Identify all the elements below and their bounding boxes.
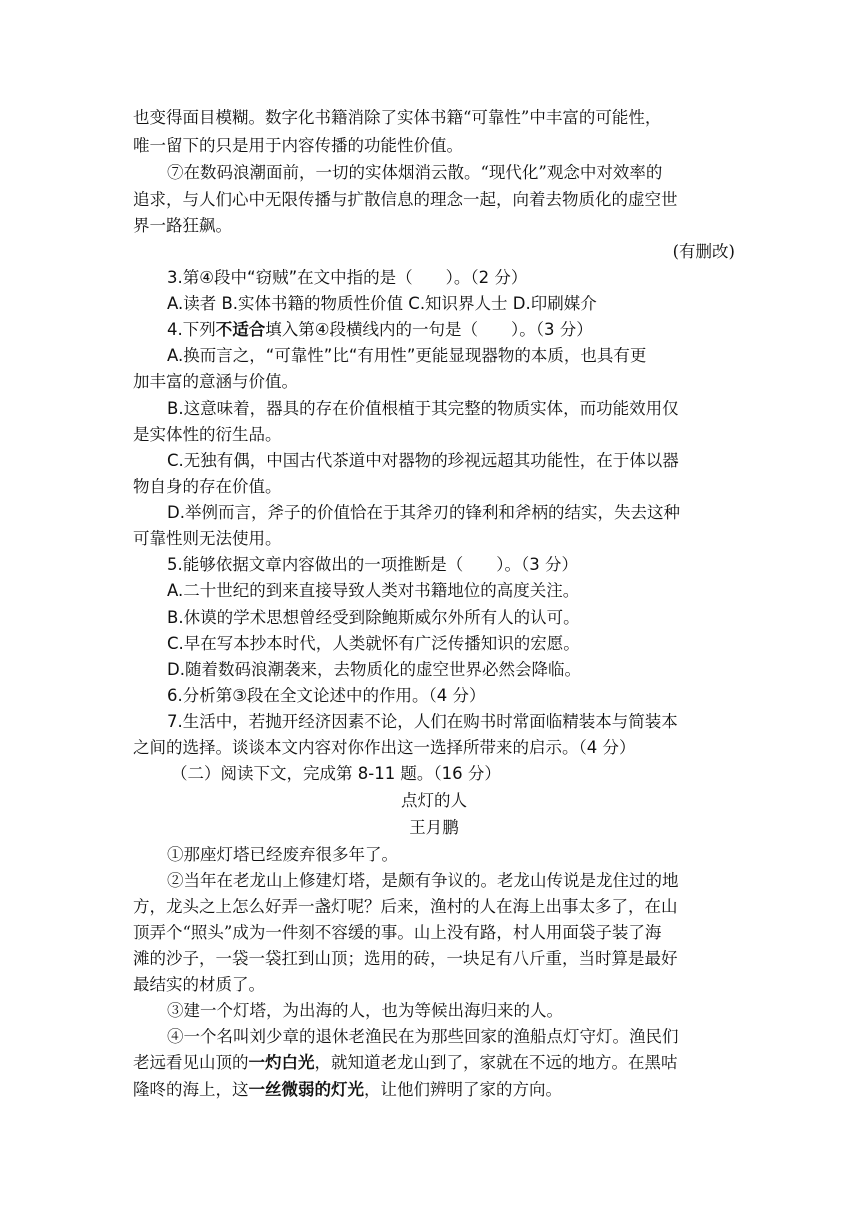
paragraph-7-line-2: 追求，与人们心中无限传播与扩散信息的理念一起，向着去物质化的虚空世 <box>133 190 678 209</box>
question-5-stem: 5.能够依据文章内容做出的一项推断是（ ）。（3 分） <box>167 555 578 574</box>
story-p4-line-3-prefix: 隆咚的海上，这 <box>133 1080 249 1099</box>
section-2-heading: （二）阅读下文，完成第 8-11 题。（16 分） <box>171 764 501 783</box>
question-4-option-b-line-1: B.这意味着，器具的存在价值根植于其完整的物质实体，而功能效用仅 <box>167 399 679 418</box>
story-paragraph-4-line-2 <box>133 1050 678 1076</box>
question-4-emphasis: 不适合 <box>215 320 266 339</box>
story-author: 王月鹏 <box>409 818 459 837</box>
question-5-option-a: A.二十世纪的到来直接导致人类对书籍地位的高度关注。 <box>167 581 580 600</box>
question-5-option-d: D.随着数码浪潮袭来，去物质化的虚空世界必然会降临。 <box>167 660 581 679</box>
story-paragraph-1: ①那座灯塔已经废弃很多年了。 <box>167 845 398 864</box>
paragraph-7-line-3: 界一路狂飙。 <box>133 216 232 235</box>
story-paragraph-3: ③建一个灯塔，为出海的人，也为等候出海归来的人。 <box>167 1001 563 1020</box>
question-4-option-d-line-2: 可靠性则无法使用。 <box>133 529 282 548</box>
story-paragraph-2-line-4: 滩的沙子，一袋一袋扛到山顶；选用的砖，一块足有八斤重，当时算是最好 <box>133 949 678 968</box>
story-p4-emphasis-white-light: 一灼白光 <box>248 1053 315 1072</box>
question-4-option-d-line-1: D.举例而言，斧子的价值恰在于其斧刃的锋利和斧柄的结实，失去这种 <box>167 503 680 522</box>
story-p4-line-2-suffix: ，就知道老龙山到了，家就在不远的地方。在黑咕 <box>314 1053 678 1072</box>
question-7-line-2: 之间的选择。谈谈本文内容对你作出这一选择所带来的启示。（4 分） <box>133 738 636 757</box>
question-7-line-1: 7.生活中，若抛开经济因素不论，人们在购书时常面临精装本与简装本 <box>167 712 678 731</box>
question-4-option-c-line-2: 物自身的存在价值。 <box>133 477 282 496</box>
story-paragraph-4-line-1: ④一个名叫刘少章的退休老渔民在为那些回家的渔船点灯守灯。渔民们 <box>167 1027 679 1046</box>
source-note: (有删改) <box>672 242 735 261</box>
paragraph-6-line-1: 也变得面目模糊。数字化书籍消除了实体书籍“可靠性”中丰富的可能性， <box>133 108 662 127</box>
paragraph-7-line-1: ⑦在数码浪潮面前，一切的实体烟消云散。“现代化”观念中对效率的 <box>167 163 663 182</box>
story-p4-line-2-prefix: 老远看见山顶的 <box>133 1053 249 1072</box>
question-5-option-c: C.早在写本抄本时代，人类就怀有广泛传播知识的宏愿。 <box>167 634 580 653</box>
question-4-stem <box>167 317 593 343</box>
story-p4-emphasis-faint-light: 一丝微弱的灯光 <box>248 1080 364 1099</box>
story-title: 点灯的人 <box>401 791 467 810</box>
story-paragraph-2-line-1: ②当年在老龙山上修建灯塔，是颇有争议的。老龙山传说是龙住过的地 <box>167 871 679 890</box>
question-3-stem: 3.第④段中“窃贼”在文中指的是（ ）。（2 分） <box>167 268 528 287</box>
question-6-stem: 6.分析第③段在全文论述中的作用。（4 分） <box>167 686 486 705</box>
question-4-stem-prefix: 4.下列 <box>167 320 216 339</box>
question-4-option-a-line-1: A.换而言之，“可靠性”比“有用性”更能显现器物的本质，也具有更 <box>167 346 647 365</box>
question-5-option-b: B.休谟的学术思想曾经受到除鲍斯威尔外所有人的认可。 <box>167 608 580 627</box>
story-p4-line-3-suffix: ，让他们辨明了家的方向。 <box>364 1080 562 1099</box>
story-paragraph-2-line-2: 方，龙头之上怎么好弄一盏灯呢？后来，渔村的人在海上出事太多了，在山 <box>133 897 678 916</box>
story-paragraph-4-line-3 <box>133 1077 562 1103</box>
paragraph-6-line-2: 唯一留下的只是用于内容传播的功能性价值。 <box>133 136 463 155</box>
question-4-option-c-line-1: C.无独有偶，中国古代茶道中对器物的珍视远超其功能性，在于体以器 <box>167 451 679 470</box>
story-paragraph-2-line-3: 顶弄个“照头”成为一件刻不容缓的事。山上没有路，村人用面袋子装了海 <box>133 923 662 942</box>
question-4-stem-suffix: 填入第④段横线内的一句是（ ）。（3 分） <box>265 320 593 339</box>
story-paragraph-2-line-5: 最结实的材质了。 <box>133 975 265 994</box>
question-4-option-b-line-2: 是实体性的衍生品。 <box>133 425 282 444</box>
question-4-option-a-line-2: 加丰富的意涵与价值。 <box>133 372 298 391</box>
question-3-options: A.读者 B.实体书籍的物质性价值 C.知识界人士 D.印刷媒介 <box>167 294 597 313</box>
